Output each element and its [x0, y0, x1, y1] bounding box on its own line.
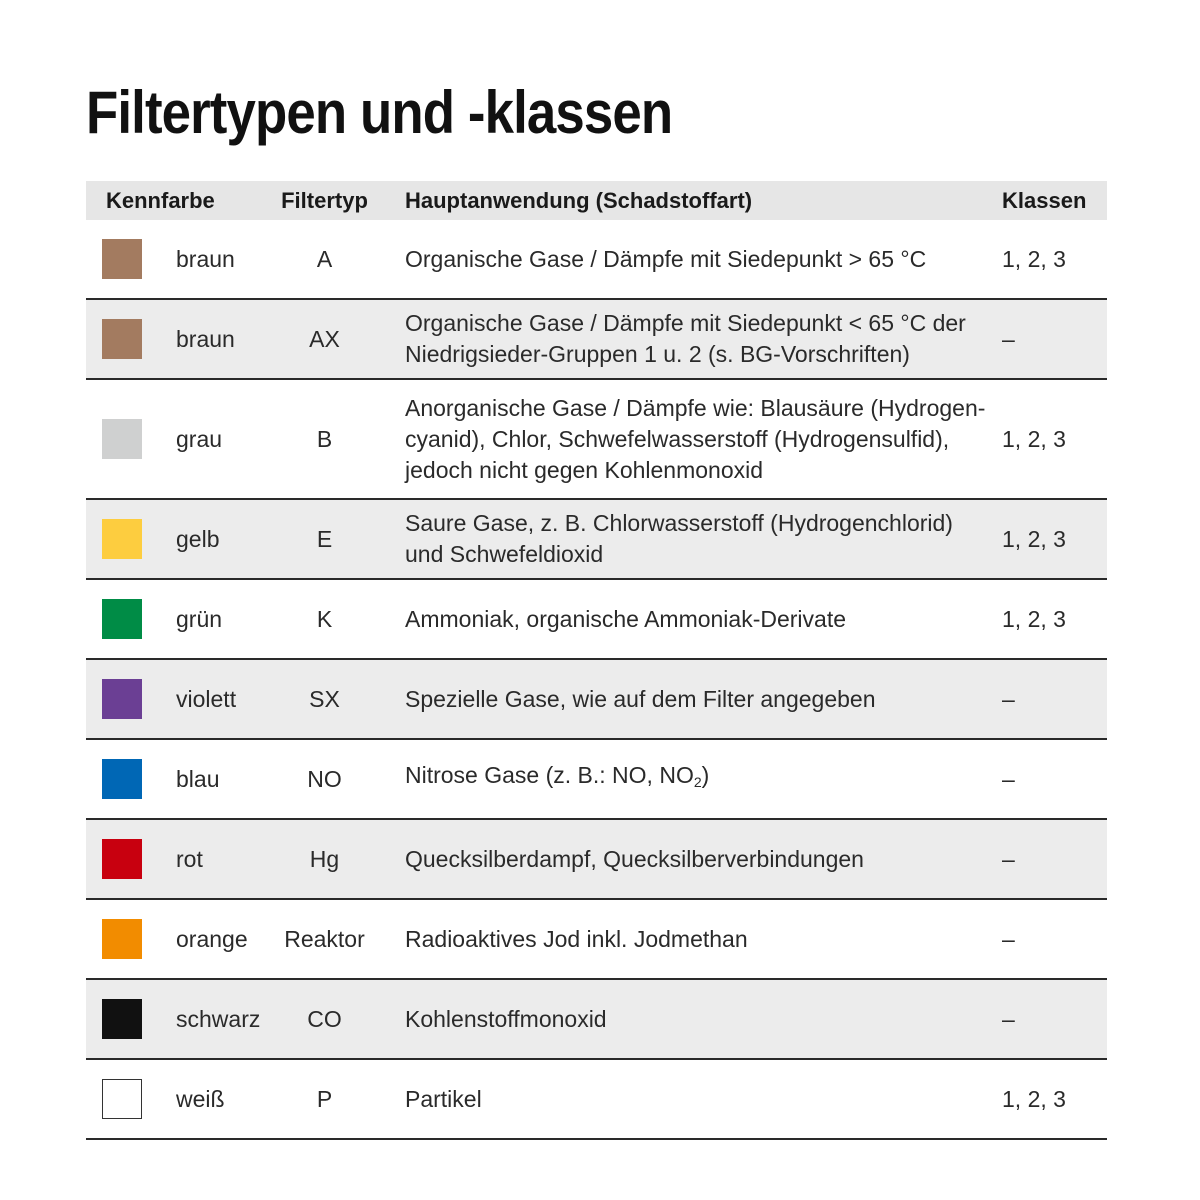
header-type: Filtertyp	[281, 187, 368, 213]
color-name: blau	[176, 765, 220, 792]
classes: 1, 2, 3	[1002, 425, 1066, 452]
color-name: schwarz	[176, 1005, 261, 1032]
application: Radioaktives Jod inkl. Jodmethan	[405, 925, 748, 952]
color-swatch	[102, 519, 142, 559]
table-row	[86, 740, 1107, 820]
color-swatch	[102, 839, 142, 879]
table-row	[86, 380, 1107, 500]
application: Ammoniak, organische Ammoniak-Derivate	[405, 605, 847, 632]
classes: 1, 2, 3	[1002, 525, 1066, 552]
classes: 1, 2, 3	[1002, 1085, 1066, 1112]
color-swatch	[102, 999, 142, 1039]
filter-table	[86, 181, 1107, 1140]
color-name: braun	[176, 325, 235, 352]
color-name: gelb	[176, 525, 220, 552]
color-name: rot	[176, 845, 203, 872]
table-row	[86, 1060, 1107, 1140]
color-name: braun	[176, 245, 235, 272]
application: Organische Gase / Dämpfe mit Siedepunkt > 65 °C	[405, 245, 927, 272]
filter-type: Hg	[309, 845, 340, 872]
application: Quecksilberdampf, Quecksilberverbindungen	[405, 845, 864, 872]
subscript: 2	[693, 774, 702, 790]
color-swatch	[102, 1079, 142, 1119]
color-swatch	[102, 679, 142, 719]
filter-type: NO	[307, 765, 342, 792]
table-header	[86, 181, 1107, 220]
filter-type: A	[316, 245, 333, 272]
color-name: grau	[176, 425, 223, 452]
application-suffix: )	[701, 762, 710, 788]
table-row	[86, 220, 1107, 300]
color-swatch	[102, 759, 142, 799]
color-swatch	[102, 419, 142, 459]
filter-type: K	[316, 605, 333, 632]
color-name: grün	[176, 605, 223, 632]
classes: –	[1002, 925, 1015, 952]
color-swatch	[102, 919, 142, 959]
classes: –	[1002, 325, 1015, 352]
table-row	[86, 980, 1107, 1060]
table-row	[86, 900, 1107, 980]
filter-type: P	[316, 1085, 333, 1112]
classes: 1, 2, 3	[1002, 605, 1066, 632]
color-name: orange	[176, 925, 248, 952]
filter-type: Reaktor	[284, 925, 365, 952]
page-title: Filtertypen und -klassen	[86, 79, 673, 146]
color-name: violett	[176, 685, 237, 712]
table-row	[86, 580, 1107, 660]
filter-type: E	[316, 525, 333, 552]
filter-type: SX	[309, 685, 340, 712]
header-color: Kennfarbe	[106, 187, 215, 213]
classes: –	[1002, 685, 1015, 712]
table-row	[86, 300, 1107, 380]
application: Saure Gase, z. B. Chlorwasserstoff (Hydrogenchlorid) und Schwefeldioxid	[405, 510, 953, 567]
classes: –	[1002, 845, 1015, 872]
filter-type: B	[316, 425, 333, 452]
classes: 1, 2, 3	[1002, 245, 1066, 272]
table-row	[86, 500, 1107, 580]
filter-type: AX	[309, 325, 340, 352]
table-row	[86, 820, 1107, 900]
table-row	[86, 660, 1107, 740]
color-swatch	[102, 319, 142, 359]
filter-type: CO	[307, 1005, 342, 1032]
application-text: Nitrose Gase (z. B.: NO, NO	[405, 762, 694, 788]
header-classes: Klassen	[1002, 187, 1087, 213]
color-name: weiß	[176, 1085, 225, 1112]
application: Spezielle Gase, wie auf dem Filter angegeben	[405, 685, 876, 712]
classes: –	[1002, 765, 1015, 792]
application: Kohlenstoffmonoxid	[405, 1005, 607, 1032]
classes: –	[1002, 1005, 1015, 1032]
application	[383, 760, 996, 798]
application: Anorganische Gase / Dämpfe wie: Blausäure (Hydrogen-cyanid), Chlor, Schwefelwasserstoff (Hydrogensulfid), jedoch nicht gegen Kohlenmonoxid	[405, 394, 986, 483]
color-swatch	[102, 599, 142, 639]
application: Organische Gase / Dämpfe mit Siedepunkt < 65 °C der Niedrigsieder-Gruppen 1 u. 2 (s. BG-Vorschriften)	[405, 310, 966, 367]
header-use: Hauptanwendung (Schadstoffart)	[405, 188, 753, 213]
application: Partikel	[405, 1085, 482, 1112]
color-swatch	[102, 239, 142, 279]
